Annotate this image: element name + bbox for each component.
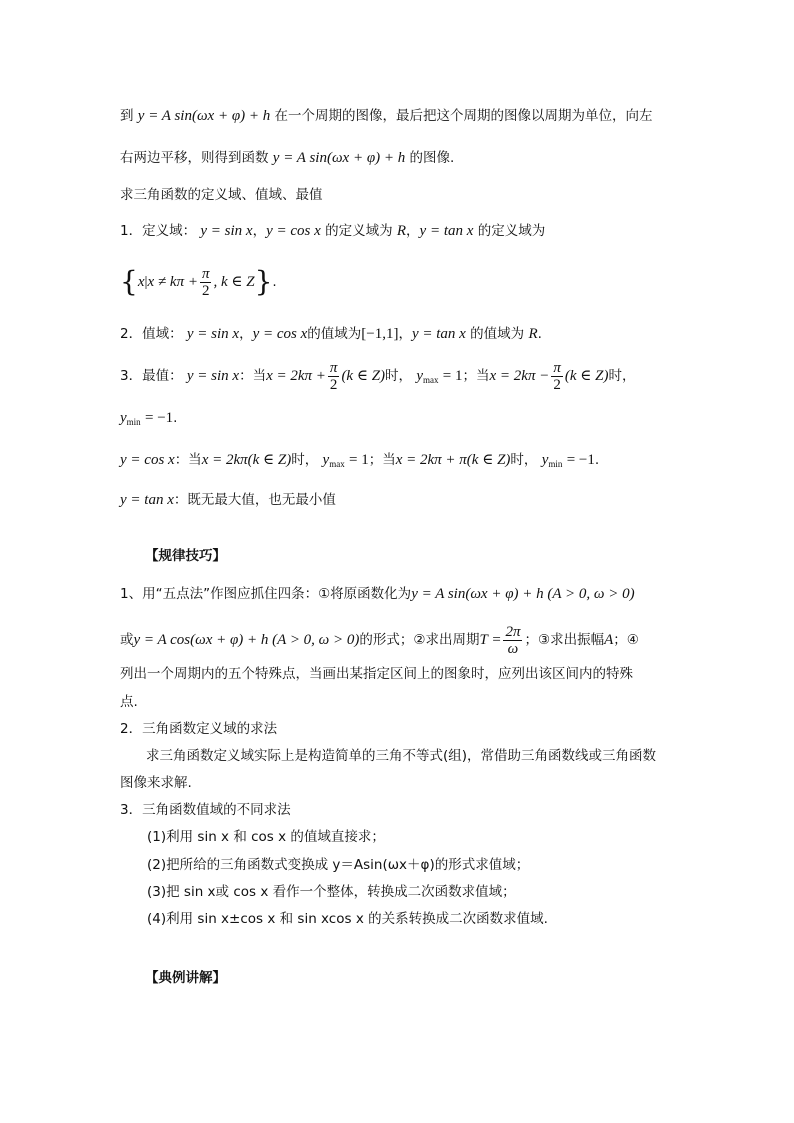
- text-line-1: [120, 106, 694, 126]
- text-fragment: 3．三角函数值域的不同求法: [120, 802, 291, 818]
- formula: y = cos x: [266, 223, 321, 239]
- text-line-15: [120, 719, 694, 739]
- formula: = 1: [349, 452, 369, 468]
- formula: (k ∈ Z): [564, 368, 609, 384]
- text-fragment: ；④: [613, 632, 639, 648]
- text-line-8: [120, 408, 694, 432]
- text-fragment: 求三角函数定义域实际上是构造简单的三角不等式(组)，常借助三角函数线或三角函数: [146, 748, 657, 764]
- text-line-6: [120, 324, 694, 344]
- fraction: $\frac{\pi}{2}$: [553, 359, 561, 393]
- formula: y: [322, 452, 330, 468]
- text-fragment: .: [594, 452, 600, 468]
- formula: {: [120, 265, 138, 298]
- text-fragment: ，: [252, 223, 267, 239]
- formula: y: [120, 410, 127, 426]
- text-fragment: 到: [120, 108, 134, 124]
- text-fragment: (2)把所给的三角函数式变换成 y＝Asin(ωx＋φ)的形式求值域；: [147, 857, 530, 873]
- formula: y = A cos(ωx + φ) + h (A > 0, ω > 0): [133, 632, 360, 648]
- formula: T =: [479, 632, 502, 648]
- text-fragment: .: [537, 326, 542, 342]
- section-title: 求三角函数的定义域、值域、最值: [120, 187, 323, 203]
- fraction: $\frac{2\pi}{\omega}$: [505, 623, 521, 657]
- text-fragment: ；当: [462, 368, 490, 384]
- formula: [−1,1]: [361, 326, 399, 342]
- fraction: $\frac{\pi}{2}$: [201, 265, 210, 299]
- text-fragment: ；当: [368, 452, 396, 468]
- text-line-9: [120, 450, 694, 474]
- text-line-3: [120, 185, 694, 205]
- text-fragment: 在一个周期的图像，最后把这个周期的图像以周期为单位，向左: [274, 108, 653, 124]
- formula: y: [541, 452, 549, 468]
- formula: x = 2kπ + π(k ∈ Z): [395, 452, 511, 468]
- text-fragment: 右两边平移，则得到函数: [120, 150, 269, 166]
- text-fragment: 时，: [510, 452, 538, 468]
- formula: y = tan x: [411, 326, 466, 342]
- heading-rules-tips: [145, 546, 694, 566]
- text-line-17: [120, 773, 694, 793]
- text-fragment: 列出一个周期内的五个特殊点，当画出某指定区间上的图象时，应列出该区间内的特殊: [120, 666, 633, 682]
- text-fragment: ；③求出振幅: [524, 632, 605, 648]
- formula: y: [416, 368, 423, 384]
- text-fragment: 时，: [291, 452, 319, 468]
- text-fragment: (3)把 sin x或 cos x 看作一个整体，转换成二次函数求值域；: [147, 884, 516, 900]
- text-line-7: [120, 359, 694, 397]
- text-fragment: 的图像.: [409, 150, 455, 166]
- text-fragment: 1．定义域：: [120, 223, 197, 239]
- formula: y = A sin(ωx + φ) + h: [137, 108, 271, 124]
- formula: A: [604, 632, 614, 648]
- formula: , k ∈ Z: [213, 274, 255, 290]
- fraction: $\frac{\pi}{2}$: [329, 359, 338, 393]
- formula: min: [548, 459, 563, 469]
- formula: y = A sin(ωx + φ) + h: [272, 150, 406, 166]
- text-fragment: 或: [120, 632, 134, 648]
- text-fragment: 3．最值：: [120, 368, 183, 384]
- formula: }: [254, 265, 273, 298]
- text-line-4: [120, 221, 694, 241]
- formula: = −1: [144, 410, 174, 426]
- formula: y = sin x: [186, 368, 240, 384]
- formula: max: [423, 375, 439, 385]
- formula: |: [144, 274, 148, 290]
- text-line-21: [147, 882, 694, 902]
- formula: y = cos x: [252, 326, 308, 342]
- text-fragment: 时，: [608, 368, 636, 384]
- text-fragment: 1、用“五点法”作图应抓住四条：①将原函数化为: [120, 586, 412, 602]
- text-fragment: 的值域为: [307, 326, 362, 342]
- text-fragment: ，: [406, 223, 420, 239]
- text-line-22: [147, 909, 694, 929]
- text-fragment: ，: [398, 326, 412, 342]
- text-line-10: [120, 490, 694, 510]
- formula: x = 2kπ +: [266, 368, 326, 384]
- formula: max: [329, 459, 345, 469]
- formula: (k ∈ Z): [341, 368, 386, 384]
- text-fragment: (1)利用 sin x 和 cos x 的值域直接求；: [147, 829, 385, 845]
- text-fragment: ，: [239, 326, 253, 342]
- text-line-12: [120, 620, 694, 660]
- text-line-18: [120, 800, 694, 820]
- text-line-2: [120, 148, 694, 168]
- text-fragment: 2．值域：: [120, 326, 183, 342]
- text-fragment: ：当: [174, 452, 202, 468]
- formula: min: [126, 417, 141, 427]
- text-line-11: [120, 584, 694, 604]
- text-fragment: 的定义域为: [477, 223, 546, 239]
- text-fragment: 图像来求解.: [120, 775, 192, 791]
- text-fragment: 的形式；②求出周期: [359, 632, 480, 648]
- text-fragment: 2．三角函数定义域的求法: [120, 721, 278, 737]
- text-fragment: 点.: [120, 694, 138, 710]
- formula: x = 2kπ(k ∈ Z): [201, 452, 292, 468]
- text-fragment: .: [272, 274, 277, 290]
- formula: = −1: [566, 452, 595, 468]
- formula: R: [396, 223, 407, 239]
- formula: x = 2kπ −: [489, 368, 550, 384]
- text-line-19: [147, 827, 694, 847]
- text-fragment: ：当: [239, 368, 267, 384]
- text-fragment: .: [173, 410, 178, 426]
- formula: = 1: [442, 368, 463, 384]
- text-line-20: [147, 855, 694, 875]
- formula: x ≠ kπ +: [147, 274, 198, 290]
- formula: x: [137, 274, 145, 290]
- formula: y = cos x: [120, 452, 175, 468]
- text-line-14: [120, 692, 694, 712]
- text-fragment: 的定义域为: [325, 223, 393, 239]
- formula: y = tan x: [120, 492, 174, 508]
- heading-text: 【规律技巧】: [145, 548, 226, 564]
- formula: y = A sin(ωx + φ) + h (A > 0, ω > 0): [411, 586, 635, 602]
- formula: y = sin x: [200, 223, 253, 239]
- text-fragment: (4)利用 sin x±cos x 和 sin xcos x 的关系转换成二次函数求值域.: [147, 911, 548, 927]
- text-fragment: ：既无最大值，也无最小值: [173, 492, 336, 508]
- formula: y = tan x: [419, 223, 474, 239]
- text-fragment: 时，: [385, 368, 413, 384]
- text-line-5: [120, 265, 694, 299]
- heading-text: 【典例讲解】: [145, 970, 226, 986]
- text-fragment: 的值域为: [470, 326, 525, 342]
- heading-examples: [145, 968, 694, 988]
- formula: R: [528, 326, 538, 342]
- formula: y = sin x: [186, 326, 240, 342]
- text-line-16: [146, 746, 694, 766]
- text-line-13: [120, 664, 694, 684]
